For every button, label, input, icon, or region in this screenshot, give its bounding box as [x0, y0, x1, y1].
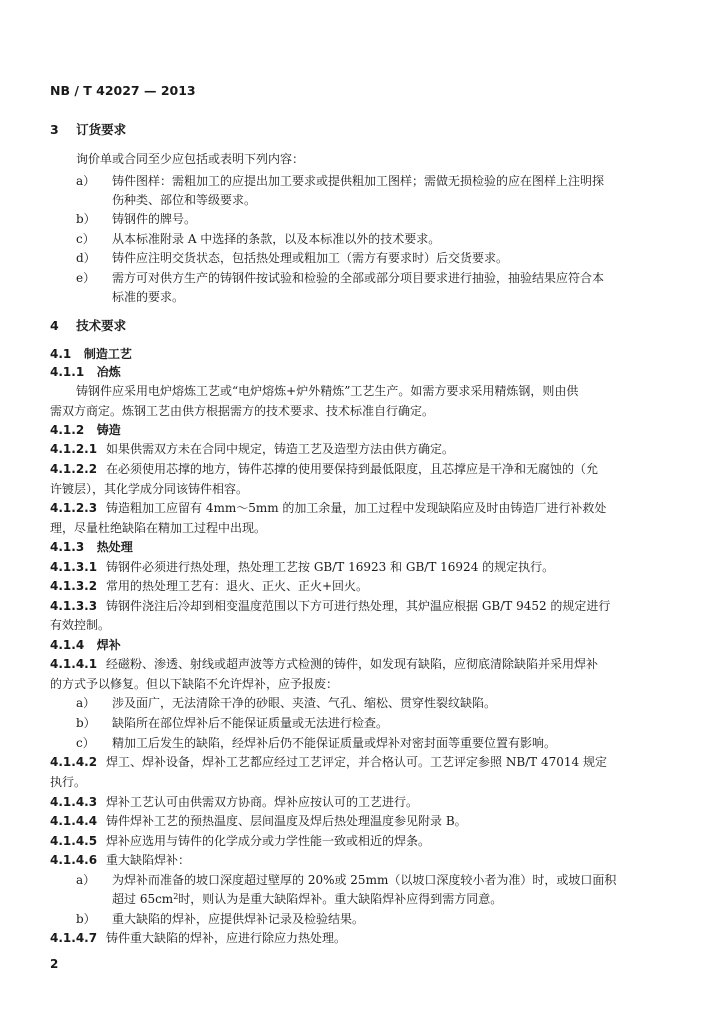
section-3-heading — [50, 124, 126, 137]
section-title: 订货要求 — [76, 122, 127, 137]
section-number: 4 — [50, 318, 59, 333]
list-item — [76, 913, 364, 925]
list-item-continuation — [112, 893, 502, 905]
clause-4-1-4-2 — [50, 756, 607, 768]
list-item-continuation: 伤种类、部位和等级要求。 — [112, 193, 257, 207]
clause-text: 在必须使用芯撑的地方，铸件芯撑的使用要保持到最低限度，且芯撑应是干净和无腐蚀的（允 — [106, 462, 599, 476]
subsection-4-1-4-heading — [50, 639, 121, 651]
clause-number: 4.1.3.2 — [50, 579, 98, 593]
list-item-text: 为焊补而准备的坡口深度超过壁厚的 20%或 25mm（以坡口深度较小者为准）时，或坡口面积 — [112, 873, 617, 887]
list-item-text: 铸件图样：需粗加工的应提出加工要求或提供粗加工图样；需做无损检验的应在图样上注明探 — [112, 174, 605, 188]
clause-text: 如果供需双方未在合同中规定，铸造工艺及造型方法由供方确定。 — [106, 442, 455, 456]
list-item-text: 铸钢件的牌号。 — [112, 212, 197, 226]
list-item — [76, 252, 508, 264]
clause-4-1-4-1 — [50, 658, 598, 670]
clause-text: 焊工、焊补设备，焊补工艺都应经过工艺评定，并合格认可。工艺评定参照 NB/T 47014 规定 — [106, 755, 607, 769]
subsection-title: 铸造 — [96, 423, 121, 437]
clause-number: 4.1.4.4 — [50, 814, 98, 828]
list-item-text: 重大缺陷的焊补，应提供焊补记录及检验结果。 — [112, 912, 365, 926]
superscript: 2 — [173, 892, 179, 901]
list-item-text: 需方可对供方生产的铸钢件按试验和检验的全部或部分项目要求进行抽验，抽验结果应符合本 — [112, 271, 605, 285]
clause-4-1-2-1 — [50, 443, 454, 455]
paragraph-line: 询价单或合同至少应包括或表明下列内容： — [76, 152, 305, 166]
text-run: 超过 65cm — [112, 892, 174, 906]
clause-number: 4.1.4.5 — [50, 834, 98, 848]
subsection-number: 4.1 — [50, 347, 72, 361]
list-item — [76, 233, 440, 245]
paragraph-line: 需双方商定。炼钢工艺由供方根据需方的技术要求、技术标准自行确定。 — [50, 404, 435, 418]
list-marker: b） — [76, 912, 96, 926]
list-item-text: 铸件应注明交货状态，包括热处理或粗加工（需方有要求时）后交货要求。 — [112, 251, 509, 265]
list-marker: b） — [76, 212, 96, 226]
subsection-number: 4.1.4 — [50, 638, 85, 652]
subsection-number: 4.1.2 — [50, 423, 85, 437]
subsection-number: 4.1.3 — [50, 540, 85, 554]
clause-text: 铸钢件必须进行热处理，热处理工艺按 GB/T 16923 和 GB/T 16924 的规定执行。 — [106, 560, 555, 574]
list-item — [76, 175, 604, 187]
list-item-text: 涉及面广，无法清除干净的砂眼、夹渣、气孔、缩松、贯穿性裂纹缺陷。 — [112, 696, 497, 710]
clause-continuation: 理，尽量杜绝缺陷在精加工过程中出现。 — [50, 521, 267, 535]
subsection-title: 冶炼 — [96, 365, 121, 379]
clause-continuation: 许镀层），其化学成分同该铸件相容。 — [50, 482, 249, 496]
standard-code: NB / T 42027 — 2013 — [50, 83, 196, 98]
clause-number: 4.1.3.3 — [50, 599, 98, 613]
page-number: 2 — [50, 957, 59, 971]
list-marker: d） — [76, 251, 96, 265]
subsection-4-1-1-heading — [50, 366, 121, 378]
clause-number: 4.1.4.3 — [50, 795, 98, 809]
clause-text: 铸件焊补工艺的预热温度、层间温度及焊后热处理温度参见附录 B。 — [106, 814, 467, 828]
subsection-title: 制造工艺 — [83, 347, 132, 361]
clause-4-1-3-3 — [50, 600, 610, 612]
clause-text: 铸造粗加工应留有 4mm～5mm 的加工余量，加工过程中发现缺陷应及时由铸造厂进行补救处 — [106, 501, 607, 515]
section-title: 技术要求 — [76, 318, 127, 333]
clause-text: 重大缺陷焊补： — [106, 853, 191, 867]
clause-number: 4.1.4.6 — [50, 853, 98, 867]
clause-4-1-3-2 — [50, 580, 368, 592]
subsection-4-1-2-heading — [50, 424, 121, 436]
subsection-4-1-3-heading — [50, 541, 133, 553]
clause-4-1-2-2 — [50, 463, 598, 475]
clause-number: 4.1.4.7 — [50, 931, 98, 945]
clause-continuation: 有效控制。 — [50, 618, 111, 632]
clause-4-1-2-3 — [50, 502, 606, 514]
list-item-text: 精加工后发生的缺陷，经焊补后仍不能保证质量或焊补对密封面等重要位置有影响。 — [112, 736, 557, 750]
list-marker: c） — [76, 736, 95, 750]
clause-4-1-3-1 — [50, 561, 554, 573]
subsection-title: 焊补 — [96, 638, 121, 652]
list-item — [76, 213, 196, 225]
list-item — [76, 697, 496, 709]
clause-text: 经磁粉、渗透、射线或超声波等方式检测的铸件，如发现有缺陷，应彻底清除缺陷并采用焊补 — [106, 657, 599, 671]
list-item-text: 从本标准附录 A 中选择的条款，以及本标准以外的技术要求。 — [112, 232, 441, 246]
clause-text: 焊补应选用与铸件的化学成分或力学性能一致或相近的焊条。 — [106, 834, 431, 848]
clause-number: 4.1.2.3 — [50, 501, 98, 515]
clause-continuation: 执行。 — [50, 775, 87, 789]
clause-4-1-4-7 — [50, 932, 346, 944]
clause-number: 4.1.3.1 — [50, 560, 98, 574]
list-marker: c） — [76, 232, 95, 246]
clause-number: 4.1.4.2 — [50, 755, 98, 769]
clause-4-1-4-4 — [50, 815, 467, 827]
subsection-4-1-heading — [50, 348, 132, 360]
list-marker: a） — [76, 174, 96, 188]
section-4-heading — [50, 320, 126, 333]
text-run: 时，则认为是重大缺陷焊补。重大缺陷焊补应得到需方同意。 — [178, 892, 503, 906]
clause-text: 铸钢件浇注后冷却到相变温度范围以下方可进行热处理，其炉温应根据 GB/T 9452 的规定进行 — [106, 599, 611, 613]
list-item — [76, 737, 556, 749]
subsection-number: 4.1.1 — [50, 365, 85, 379]
list-marker: a） — [76, 696, 96, 710]
list-item-continuation: 标准的要求。 — [112, 290, 185, 304]
clause-continuation: 的方式予以修复。但以下缺陷不允许焊补，应予报废： — [50, 677, 339, 691]
list-marker: e） — [76, 271, 96, 285]
list-item-text: 缺陷所在部位焊补后不能保证质量或无法进行检查。 — [112, 716, 389, 730]
section-number: 3 — [50, 122, 59, 137]
list-item — [76, 874, 616, 886]
clause-text: 焊补工艺认可由供需双方协商。焊补应按认可的工艺进行。 — [106, 795, 419, 809]
clause-number: 4.1.2.1 — [50, 442, 98, 456]
list-item — [76, 717, 388, 729]
clause-text: 铸件重大缺陷的焊补，应进行除应力热处理。 — [106, 931, 347, 945]
list-item — [76, 272, 604, 284]
clause-number: 4.1.4.1 — [50, 657, 98, 671]
clause-4-1-4-5 — [50, 835, 430, 847]
clause-number: 4.1.2.2 — [50, 462, 98, 476]
list-marker: b） — [76, 716, 96, 730]
clause-4-1-4-6 — [50, 854, 190, 866]
clause-4-1-4-3 — [50, 796, 418, 808]
list-marker: a） — [76, 873, 96, 887]
clause-text: 常用的热处理工艺有：退火、正火、正火+回火。 — [106, 579, 369, 593]
paragraph-line: 铸钢件应采用电炉熔炼工艺或“电炉熔炼+炉外精炼”工艺生产。如需方要求采用精炼钢，则由供 — [76, 384, 579, 398]
subsection-title: 热处理 — [96, 540, 133, 554]
